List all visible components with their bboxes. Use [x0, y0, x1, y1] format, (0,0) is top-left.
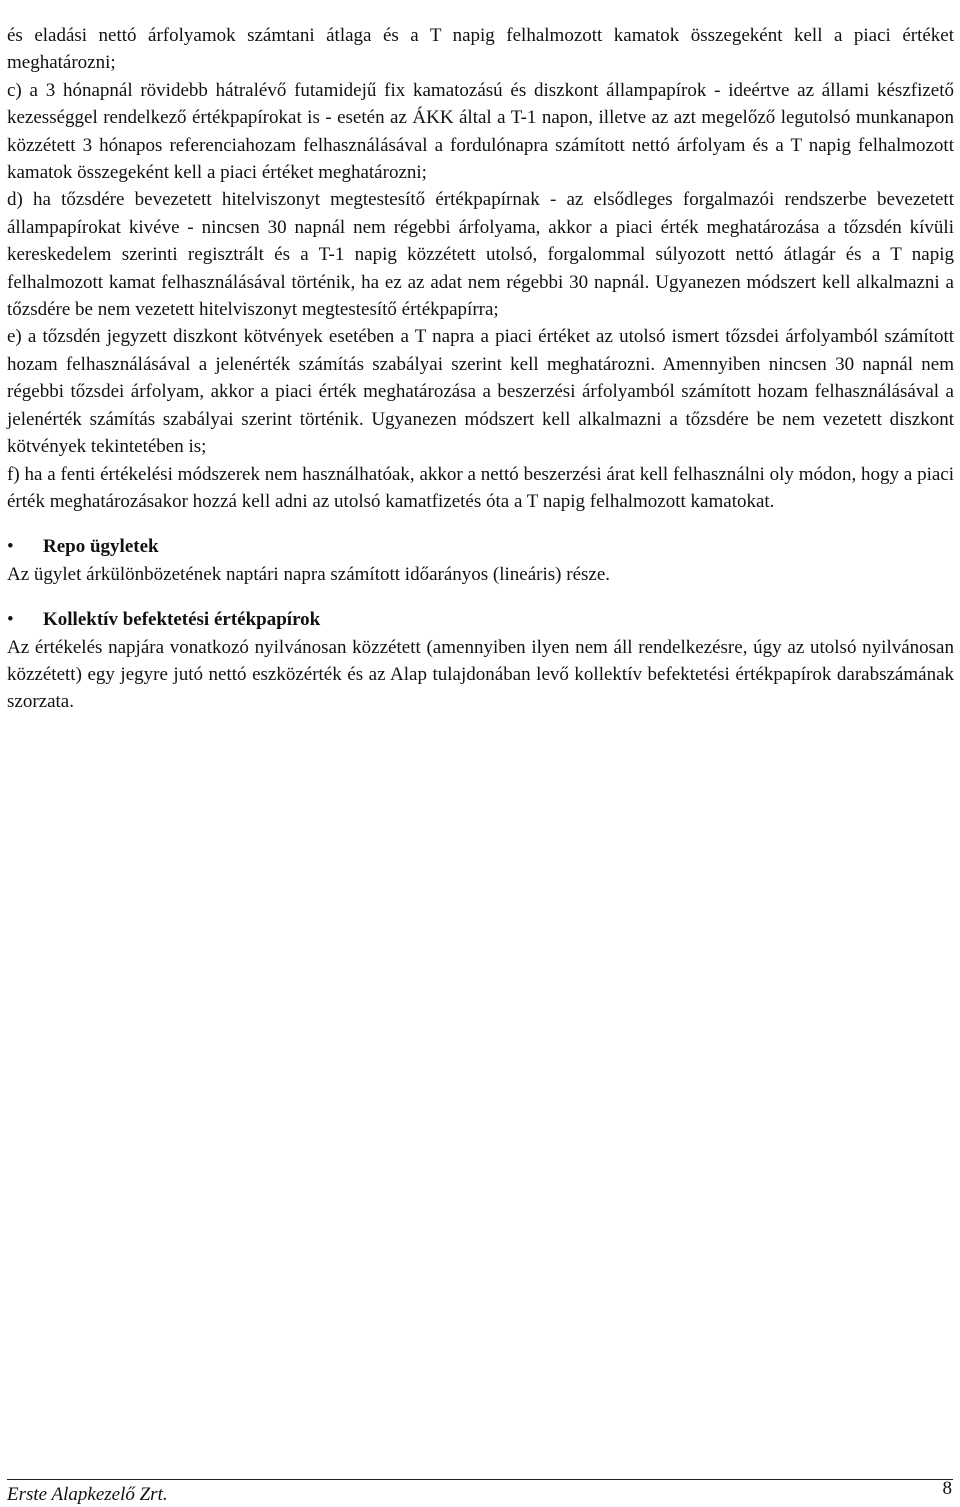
paragraph-item-f: f) ha a fenti értékelési módszerek nem használhatóak, akkor a nettó beszerzési árat kell felhasználni oly módon, hogy a piaci érték meghatározásakor hozzá kell adni az utolsó kamatfizetés óta a T napig felhalmozott kamatokat. — [7, 463, 954, 512]
section-collective-securities — [7, 606, 954, 716]
section-repo — [7, 533, 954, 588]
section-heading — [7, 606, 954, 633]
document-body — [7, 22, 954, 716]
bullet-icon: • — [7, 609, 14, 631]
paragraph-item-e: e) a tőzsdén jegyzett diszkont kötvények esetében a T napra a piaci értéket az utolsó ismert tőzsdei árfolyamból számított hozam felhasználásával a jelenérték számítás szabályai szerint kell meghatározni. Amennyiben nincsen 30 napnál nem régebbi tőzsdei árfolyam, akkor a piaci érték meghatározása a beszerzési árfolyamból számított hozam felhasználásával a jelenérték számítás szabályai szerint történik. Ugyanezen módszert kell alkalmazni a tőzsdére be nem vezetett diszkont kötvények tekintetében is; — [7, 326, 954, 458]
page-number: 8 — [942, 1478, 952, 1499]
footer-company: Erste Alapkezelő Zrt. — [7, 1484, 168, 1505]
paragraph-item-d: d) ha tőzsdére bevezetett hitelviszonyt megtestesítő értékpapírnak - az elsődleges forgalmazói rendszerbe bevezetett állampapírokat kivéve - nincsen 30 napnál nem régebbi árfolyama, akkor a piaci érték meghatározása a tőzsdén kívüli kereskedelem szerinti regisztrált és a T-1 napig közzétett utolsó, forgalommal súlyozott nettó átlagár és a T napig felhalmozott kamat felhasználásával történik, ha ez az adat nem régebbi 30 napnál. Ugyanezen módszert kell alkalmazni a tőzsdére be nem vezetett hitelviszonyt megtestesítő értékpapírra; — [7, 189, 954, 321]
section-heading-text: Kollektív befektetési értékpapírok — [43, 609, 321, 631]
paragraph-continuation: és eladási nettó árfolyamok számtani átlaga és a T napig felhalmozott kamatok összegeként kell a piaci értéket meghatározni; — [7, 25, 954, 74]
bullet-icon: • — [7, 536, 14, 558]
section-text: Az értékelés napjára vonatkozó nyilvánosan közzétett (amennyiben ilyen nem áll rendelkezésre, úgy az utolsó nyilvánosan közzétett) egy jegyre jutó nettó eszközérték és az Alap tulajdonában levő kollektív befektetési értékpapírok darabszámának szorzata. — [7, 636, 954, 713]
section-heading — [7, 533, 954, 560]
footer-divider — [7, 1479, 953, 1480]
section-text: Az ügylet árkülönbözetének naptári napra számított időarányos (lineáris) része. — [7, 563, 611, 585]
paragraph-item-c: c) a 3 hónapnál rövidebb hátralévő futamidejű fix kamatozású és diszkont állampapírok - ideértve az állami készfizető kezességgel rendelkező értékpapírokat is - esetén az ÁKK által a T-1 napon, illetve az azt megelőző legutolsó munkanapon közzétett 3 hónapos referenciahozam felhasználásával a fordulónapra számított nettó árfolyam és a T napig felhalmozott kamatok összegeként kell a piaci értéket meghatározni; — [7, 79, 954, 184]
section-heading-text: Repo ügyletek — [43, 536, 159, 558]
